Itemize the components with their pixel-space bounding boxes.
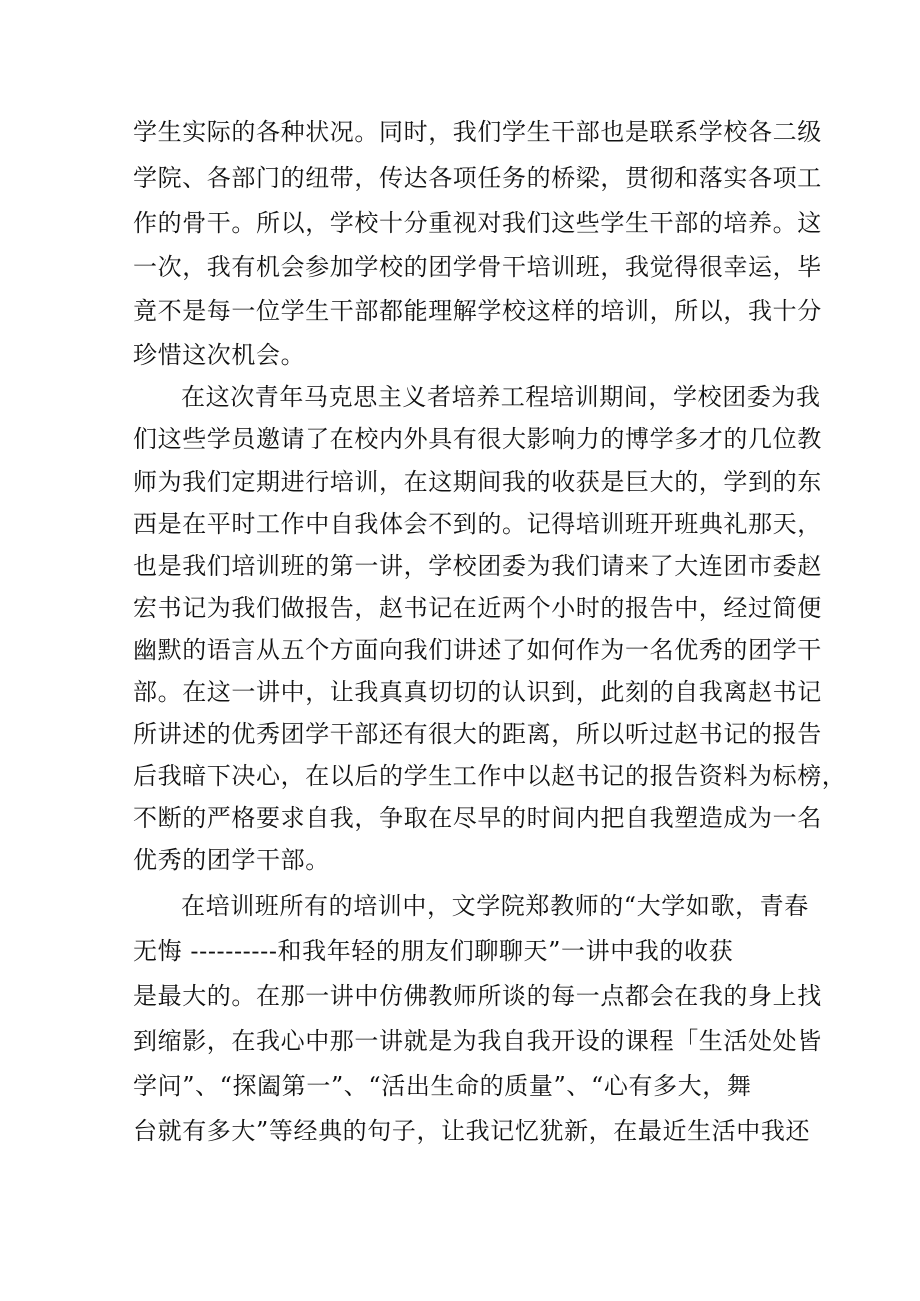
text-line: 台就有多大”等经典的句子，让我记忆犹新，在最近生活中我还 [133, 1117, 811, 1145]
text-line: 幽默的语言从五个方面向我们讲述了如何作为一名优秀的团学干 [133, 636, 822, 664]
text-line: 西是在平时工作中自我体会不到的。记得培训班开班典礼那天， [133, 510, 822, 538]
text-line: 一次，我有机会参加学校的团学骨干培训班，我觉得很幸运，毕 [133, 253, 822, 281]
paragraph-first-line: 在培训班所有的培训中，文学院郑教师的“大学如歌，青春 [181, 892, 809, 920]
text-line: 优秀的团学干部。 [133, 846, 330, 874]
text-line: 是最大的。在那一讲中仿佛教师所谈的每一点都会在我的身上找 [133, 982, 822, 1010]
text-line: 师为我们定期进行培训，在这期间我的收获是巨大的，学到的东 [133, 468, 822, 496]
text-line: 学生实际的各种状况。同时，我们学生干部也是联系学校各二级 [133, 118, 822, 146]
text-line: 不断的严格要求自我，争取在尽早的时间内把自我塑造成为一名 [133, 804, 822, 832]
text-line: 作的骨干。所以，学校十分重视对我们这些学生干部的培养。这 [133, 209, 822, 237]
text-line: 部。在这一讲中，让我真真切切的认识到，此刻的自我离赵书记 [133, 678, 822, 706]
text-line: 所讲述的优秀团学干部还有很大的距离，所以听过赵书记的报告 [133, 720, 822, 748]
text-line: 们这些学员邀请了在校内外具有很大影响力的博学多才的几位教 [133, 425, 822, 453]
text-line: 竟不是每一位学生干部都能理解学校这样的培训，所以，我十分 [133, 297, 822, 325]
text-line: 也是我们培训班的第一讲，学校团委为我们请来了大连团市委赵 [133, 552, 822, 580]
text-line: 学问”、“探阖第一”、“活出生命的质量”、“心有多大，舞 [133, 1072, 752, 1100]
text-line: 后我暗下决心，在以后的学生工作中以赵书记的报告资料为标榜， [133, 762, 847, 790]
text-line: 宏书记为我们做报告，赵书记在近两个小时的报告中，经过简便 [133, 594, 822, 622]
text-line: 珍惜这次机会。 [133, 341, 306, 369]
text-line: 学院、各部门的纽带，传达各项任务的桥梁，贯彻和落实各项工 [133, 164, 822, 192]
text-line: 无悔 ----------和我年轻的朋友们聊聊天”一讲中我的收获 [133, 937, 734, 965]
text-line: 到缩影，在我心中那一讲就是为我自我开设的课程「生活处处皆 [133, 1027, 822, 1055]
paragraph-first-line: 在这次青年马克思主义者培养工程培训期间，学校团委为我 [181, 383, 821, 411]
